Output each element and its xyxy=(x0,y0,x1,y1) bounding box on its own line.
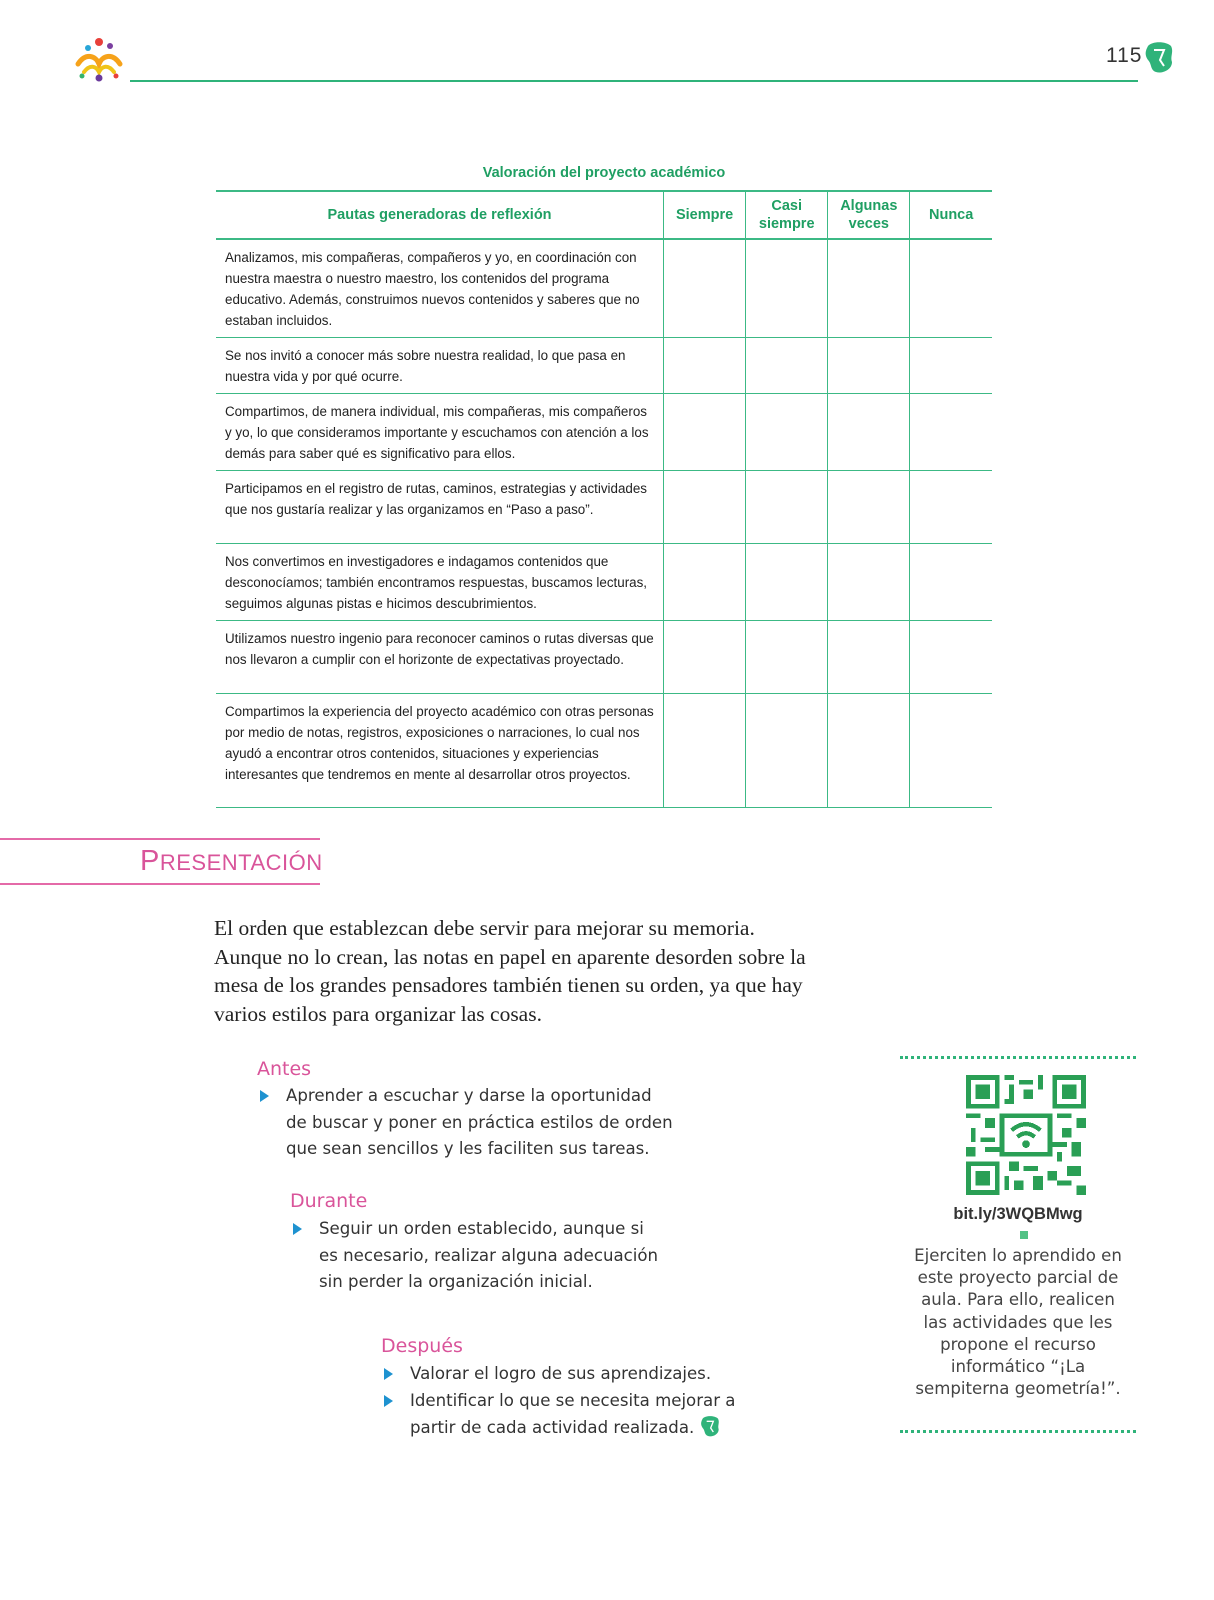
section-rule-top xyxy=(0,838,320,840)
qr-link[interactable]: bit.ly/3WQBMwg xyxy=(953,1205,1083,1223)
answer-cell-algunas-veces[interactable] xyxy=(828,471,910,544)
answer-cell-siempre[interactable] xyxy=(664,621,746,694)
answer-cell-casi-siempre[interactable] xyxy=(746,239,828,338)
assessment-table xyxy=(216,190,992,808)
table-row xyxy=(216,621,992,694)
green-stamp-icon xyxy=(700,1414,720,1438)
durante-list xyxy=(289,1216,665,1296)
dotted-divider-bottom xyxy=(900,1430,1136,1433)
section-title xyxy=(140,845,323,878)
section-title-initial: P xyxy=(140,845,160,877)
list-item-text: Identificar lo que se necesita mejorar a partir de cada actividad realizada. xyxy=(410,1390,736,1437)
list-item-text: Aprender a escuchar y darse la oportunidad de buscar y poner en práctica estilos de orden que sean sencillos y les faciliten sus tareas. xyxy=(286,1086,673,1158)
answer-cell-casi-siempre[interactable] xyxy=(746,621,828,694)
list-item xyxy=(380,1361,780,1388)
answer-cell-nunca[interactable] xyxy=(910,471,992,544)
section-title-rest: RESENTACIÓN xyxy=(159,850,323,875)
answer-cell-algunas-veces[interactable] xyxy=(828,544,910,621)
answer-cell-algunas-veces[interactable] xyxy=(828,338,910,394)
list-item-text: Seguir un orden establecido, aunque si es necesario, realizar alguna adecuación sin perder la organización inicial. xyxy=(319,1219,659,1291)
antes-list xyxy=(256,1083,676,1163)
column-header-casi-siempre: Casi siempre xyxy=(746,191,828,239)
table-row xyxy=(216,544,992,621)
header-rule xyxy=(130,80,1138,82)
answer-cell-nunca[interactable] xyxy=(910,394,992,471)
separator-dot xyxy=(1020,1231,1028,1239)
bullet-triangle-icon xyxy=(384,1395,393,1407)
table-row xyxy=(216,239,992,338)
table-row xyxy=(216,471,992,544)
answer-cell-algunas-veces[interactable] xyxy=(828,694,910,808)
bullet-triangle-icon xyxy=(293,1223,302,1235)
row-statement: Participamos en el registro de rutas, caminos, estrategias y actividades que nos gustaría realizar y las organizamos en “Paso a paso”. xyxy=(216,471,664,544)
answer-cell-siempre[interactable] xyxy=(664,471,746,544)
bullet-triangle-icon xyxy=(384,1368,393,1380)
answer-cell-siempre[interactable] xyxy=(664,338,746,394)
intro-paragraph: El orden que establezcan debe servir para mejorar su memoria. Aunque no lo crean, las notas en papel en aparente desorden sobre la mesa de los grandes pensadores también tienen su orden, ya que hay varios estilos para organizar las cosas. xyxy=(214,916,806,1026)
answer-cell-nunca[interactable] xyxy=(910,621,992,694)
answer-cell-siempre[interactable] xyxy=(664,544,746,621)
row-statement: Analizamos, mis compañeras, compañeros y yo, en coordinación con nuestra maestra o nuestro maestro, los contenidos del programa educativo. Además, construimos nuevos contenidos y saberes que no estaban incluidos. xyxy=(216,239,664,338)
answer-cell-casi-siempre[interactable] xyxy=(746,394,828,471)
nem-logo-icon xyxy=(72,34,126,84)
answer-cell-siempre[interactable] xyxy=(664,394,746,471)
answer-cell-siempre[interactable] xyxy=(664,239,746,338)
row-statement: Se nos invitó a conocer más sobre nuestra realidad, lo que pasa en nuestra vida y por qué ocurre. xyxy=(216,338,664,394)
row-statement: Utilizamos nuestro ingenio para reconocer caminos o rutas diversas que nos llevaron a cumplir con el horizonte de expectativas proyectado. xyxy=(216,621,664,694)
table-title: Valoración del proyecto académico xyxy=(482,165,726,181)
despues-list xyxy=(380,1361,780,1442)
qr-description: Ejerciten lo aprendido en este proyecto parcial de aula. Para ello, realicen las actividades que les propone el recurso informático “¡La sempiterna geometría!”. xyxy=(914,1246,1122,1399)
answer-cell-nunca[interactable] xyxy=(910,239,992,338)
row-statement: Nos convertimos en investigadores e indagamos contenidos que desconocíamos; también encontramos respuestas, buscamos lecturas, seguimos algunas pistas e hicimos descubrimientos. xyxy=(216,544,664,621)
phase-title-antes: Antes xyxy=(257,1058,312,1080)
answer-cell-casi-siempre[interactable] xyxy=(746,471,828,544)
dotted-divider-top xyxy=(900,1056,1136,1059)
answer-cell-nunca[interactable] xyxy=(910,544,992,621)
answer-cell-casi-siempre[interactable] xyxy=(746,338,828,394)
row-statement: Compartimos la experiencia del proyecto académico con otras personas por medio de notas, registros, exposiciones o narraciones, lo cual nos ayudó a encontrar otros contenidos, situaciones y experiencias interesantes que tendremos en mente al desarrollar otros proyectos. xyxy=(216,694,664,808)
answer-cell-algunas-veces[interactable] xyxy=(828,239,910,338)
answer-cell-nunca[interactable] xyxy=(910,694,992,808)
table-header-row xyxy=(216,191,992,239)
page-number: 115 xyxy=(1106,44,1143,67)
answer-cell-siempre[interactable] xyxy=(664,694,746,808)
list-item-text: Valorar el logro de sus aprendizajes. xyxy=(410,1364,712,1383)
phase-title-durante: Durante xyxy=(290,1190,368,1212)
list-item xyxy=(380,1388,780,1442)
phase-title-despues: Después xyxy=(381,1335,463,1357)
answer-cell-casi-siempre[interactable] xyxy=(746,694,828,808)
list-item xyxy=(256,1083,676,1163)
column-header-algunas-veces: Algunas veces xyxy=(828,191,910,239)
table-row xyxy=(216,394,992,471)
answer-cell-algunas-veces[interactable] xyxy=(828,621,910,694)
answer-cell-nunca[interactable] xyxy=(910,338,992,394)
column-header-pautas: Pautas generadoras de reflexión xyxy=(216,191,664,239)
table-row xyxy=(216,338,992,394)
answer-cell-algunas-veces[interactable] xyxy=(828,394,910,471)
bullet-triangle-icon xyxy=(260,1090,269,1102)
column-header-nunca: Nunca xyxy=(910,191,992,239)
answer-cell-casi-siempre[interactable] xyxy=(746,544,828,621)
section-rule-bottom xyxy=(0,883,320,885)
green-stamp-icon xyxy=(1144,40,1174,74)
row-statement: Compartimos, de manera individual, mis compañeras, mis compañeros y yo, lo que consideramos importante y escuchamos con atención a los demás para saber qué es significativo para ellos. xyxy=(216,394,664,471)
list-item xyxy=(289,1216,665,1296)
qr-code-icon[interactable] xyxy=(966,1075,1086,1195)
column-header-siempre: Siempre xyxy=(664,191,746,239)
table-row xyxy=(216,694,992,808)
